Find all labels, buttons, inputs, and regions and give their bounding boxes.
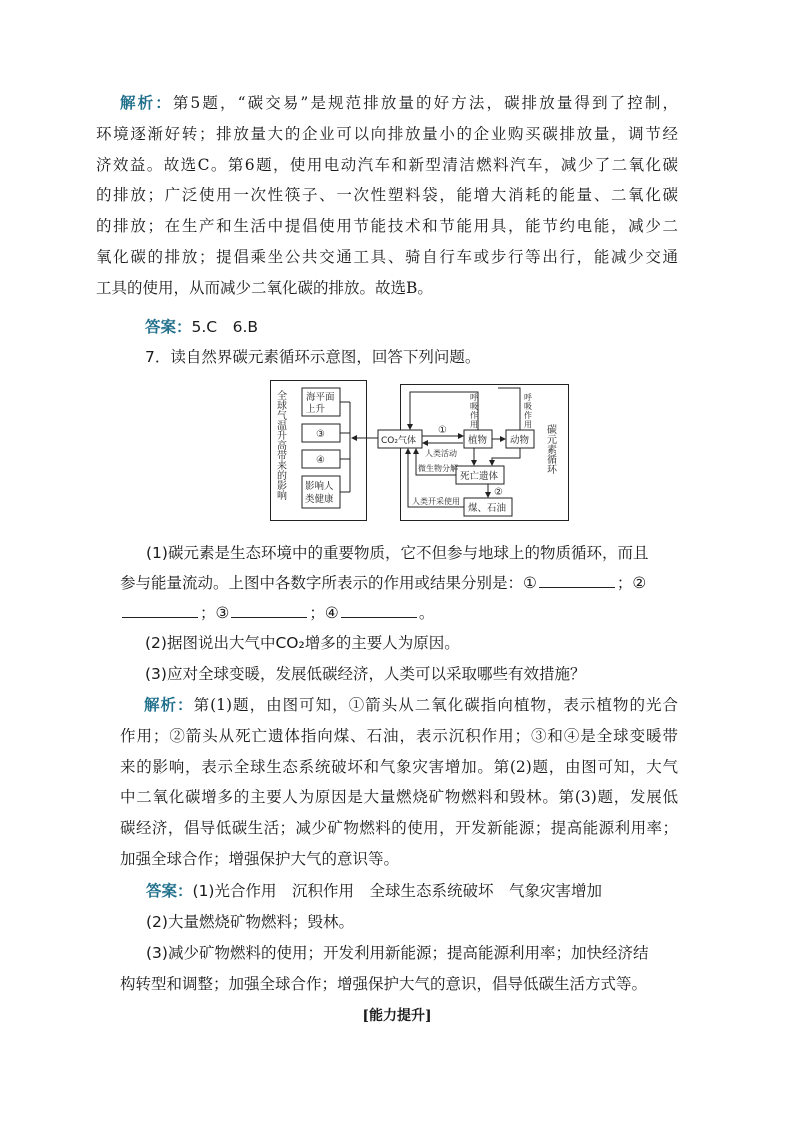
answer-q7 xyxy=(120,876,678,1000)
analysis-label: 解析： xyxy=(120,94,173,112)
analysis-line: 济效益。故选C。第6题，使用电动汽车和新型清洁燃料汽车，减少了二氧化碳 xyxy=(96,155,678,174)
sub-question-2 xyxy=(145,628,705,658)
box-animal-label: 动物 xyxy=(510,435,530,446)
analysis2-line: 碳经济，倡导低碳生活；减少矿物燃料的使用，开发新能源；提高能源利用率； xyxy=(120,819,678,838)
analysis2-line: 解析：第(1)题，由图可知，①箭头从二氧化碳指向植物，表示植物的光合 xyxy=(144,696,678,714)
answer-text: 5.C 6.B xyxy=(191,318,259,336)
box-human-health-l2: 类健康 xyxy=(305,494,334,505)
answer-q5-6 xyxy=(145,312,705,342)
answer2-line3: (3)减少矿物燃料的使用；开发利用新能源；提高能源利用率；加快经济结 xyxy=(146,944,649,962)
human-activity-label: 人类活动 xyxy=(425,449,457,458)
analysis2-line: 作用；②箭头从死亡遗体指向煤、石油，表示沉积作用；③和④是全球变暖带 xyxy=(120,726,678,745)
arrow-1-label: ① xyxy=(438,425,447,436)
carbon-cycle-diagram xyxy=(270,380,570,525)
svg-text:呼: 呼 xyxy=(524,393,532,402)
blank-3[interactable] xyxy=(231,616,307,618)
analysis-line: 环境逐渐好转；排放量大的企业可以向排放量小的企业购买碳排放量，调节经 xyxy=(96,124,678,143)
arrow-2-label: ② xyxy=(494,487,503,498)
box-4-label: ④ xyxy=(316,455,325,466)
box-3-label: ③ xyxy=(316,429,325,440)
analysis-line: 氧化碳的排放；提倡乘坐公共交通工具、骑自行车或步行等出行，能减少交通 xyxy=(96,247,678,266)
section-heading-ability: [能力提升] xyxy=(362,1008,432,1024)
sub1-line3: ；③ ；④ 。 xyxy=(120,598,678,628)
sub-question-3 xyxy=(145,659,705,689)
box-coal-oil-label: 煤、石油 xyxy=(468,503,507,514)
svg-text:呼: 呼 xyxy=(470,393,478,402)
svg-text:用: 用 xyxy=(470,420,478,429)
sub1-line2: 参与能量流动。上图中各数字所表示的作用或结果分别是：① ；② xyxy=(120,574,647,592)
svg-text:吸: 吸 xyxy=(524,402,532,411)
answer2-line2: (2)大量燃烧矿物燃料；毁林。 xyxy=(146,913,354,931)
box-plant-label: 植物 xyxy=(468,435,488,446)
sub2-text: (2)据图说出大气中CO₂增多的主要人为原因。 xyxy=(145,634,460,652)
blank-1[interactable] xyxy=(539,586,615,588)
box-human-health-l1: 影响人 xyxy=(305,481,334,492)
box-dead-remains-label: 死亡遗体 xyxy=(460,471,499,482)
cycle-vertical-label: 碳元素循环 xyxy=(544,424,556,474)
blank-2[interactable] xyxy=(122,616,198,618)
sub3-text: (3)应对全球变暖，发展低碳经济，人类可以采取哪些有效措施？ xyxy=(145,665,586,683)
answer2-line4: 构转型和调整；加强全球合作；增强保护大气的意识，倡导低碳生活方式等。 xyxy=(120,975,648,993)
svg-text:用: 用 xyxy=(524,420,532,429)
arrow-animal-to-dead xyxy=(492,448,520,465)
mining-label: 人类开采使用 xyxy=(412,497,460,506)
decompose-label: 微生物分解 xyxy=(418,464,458,473)
blank-4[interactable] xyxy=(341,616,417,618)
analysis-q5-6 xyxy=(96,88,678,304)
analysis-line: 的排放；在生产和生活中提倡使用节能技术和节能用具，能节约电能，减少二 xyxy=(96,217,678,236)
answer-label: 答案： xyxy=(145,318,192,336)
question-7-text: 7．读自然界碳元素循环示意图，回答下列问题。 xyxy=(145,348,481,366)
analysis-line: 工具的使用，从而减少二氧化碳的排放。故选B。 xyxy=(96,278,433,297)
arrow-animal-respiration xyxy=(498,388,520,430)
svg-text:作: 作 xyxy=(470,411,478,420)
question-7 xyxy=(145,342,705,372)
answer2-line1: 答案：(1)光合作用 沉积作用 全球生态系统破坏 气象灾害增加 xyxy=(146,882,602,900)
sub-question-1 xyxy=(120,538,678,628)
analysis2-line: 来的影响，表示全球生态系统破坏和气象灾害增加。第(2)题，由图可知，大气 xyxy=(120,757,678,776)
svg-text:吸: 吸 xyxy=(470,402,478,411)
box-co2-label: CO₂气体 xyxy=(381,436,416,446)
sub1-line1: (1)碳元素是生态环境中的重要物质，它不但参与地球上的物质循环，而且 xyxy=(146,544,649,562)
svg-text:作: 作 xyxy=(524,411,532,420)
analysis-q7 xyxy=(120,690,678,875)
analysis2-label: 解析： xyxy=(144,696,194,714)
analysis-line: 的排放；广泛使用一次性筷子、一次性塑料袋，能增大消耗的能量、二氧化碳 xyxy=(96,186,678,205)
analysis2-line: 加强全球合作；增强保护大气的意识等。 xyxy=(120,849,400,868)
analysis-line: 解析：第5题，“碳交易”是规范排放量的好方法，碳排放量得到了控制， xyxy=(120,94,678,112)
box-sea-level-l2: 上升 xyxy=(306,404,326,415)
answer2-label: 答案： xyxy=(146,882,193,900)
impact-vertical-label: 全球气温升高带来的影响 xyxy=(274,390,286,500)
analysis2-line: 中二氧化碳增多的主要人为原因是大量燃烧矿物燃料和毁林。第(3)题，发展低 xyxy=(120,788,678,807)
box-sea-level-l1: 海平面 xyxy=(306,392,335,403)
